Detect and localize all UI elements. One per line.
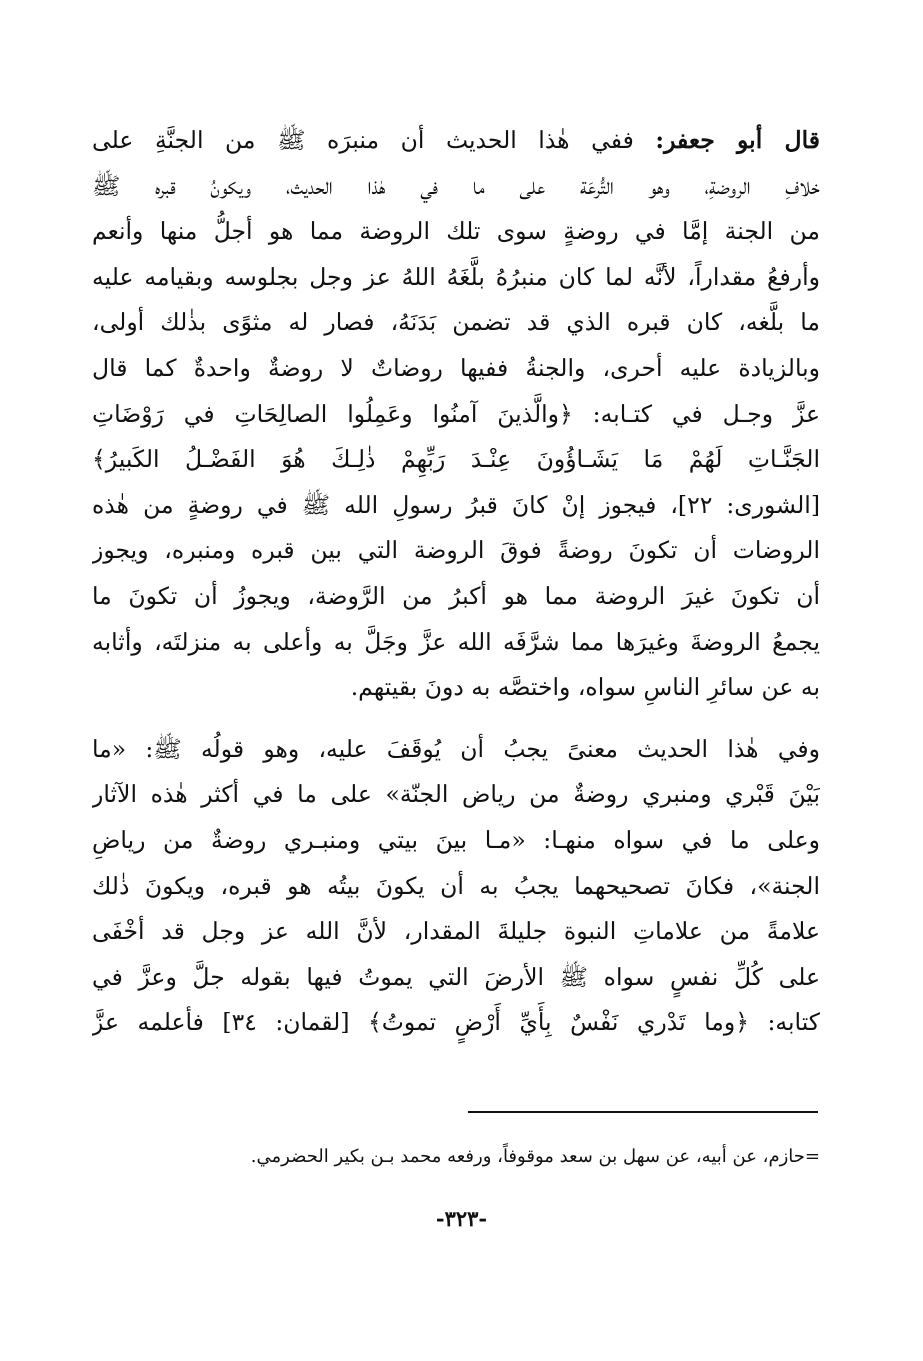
text-line: بَيْنَ قَبْري ومنبري روضةٌ من رياض الجنّة» على ما في أكثر هٰذه الآثار [92, 780, 820, 809]
text-line: وعلى ما في سواه منهـا: «مـا بينَ بيتي ومنبـري روضةٌ من رياضِ [92, 825, 820, 854]
text-line: يجمعُ الروضةَ وغيرَها مما شرَّفَه الله عزَّ وجَلَّ به وأعلى به منزلتَه، وأثابه [92, 627, 820, 656]
text-line: الروضات أن تكونَ روضةً فوقَ الروضة التي بين قبره ومنبره، ويجوز [92, 536, 820, 565]
text-line: ما بلَّغه، كان قبره الذي قد تضمن بَدَنَهُ، فصار له مثوًى بذٰلك أولى، [92, 308, 820, 337]
text-line: وبالزيادة عليه أحرى، والجنةُ ففيها روضاتٌ لا روضةٌ واحدةٌ كما قال [92, 353, 820, 382]
text-line: أن تكونَ غيرَ الروضة مما هو أكبرُ من الرَّوضة، ويجوزُ أن تكونَ ما [92, 581, 820, 610]
text-line: الجَنَّـاتِ لَهُمْ مَا يَشَـاؤُونَ عِنْـدَ رَبِّهِمْ ذٰلِـكَ هُوَ الفَضْـلُ الكَبيرُ﴾ [92, 445, 820, 474]
text-line: عزَّ وجـل في كتـابه: ﴿والَّذينَ آمنُوا وعَمِلُوا الصالِحَاتِ في رَوْضَاتِ [92, 399, 820, 428]
text-line: الجنة»، فكانَ تصحيحهما يجبُ به أن يكونَ بيتُه هو قبره، ويكونَ ذٰلك [92, 871, 820, 900]
text-line [92, 118, 820, 164]
text-line: على كُلِّ نفسٍ سواه ﷺ الأرضَ التي يموتُ فيها بقوله جلَّ وعزَّ في [92, 962, 820, 991]
text-line: خلافِ الروضةِ، وهو التُّرعَة على ما في هٰذا الحديث، ويكونُ قبره ﷺ [92, 171, 820, 200]
text-line-rest: ففي هٰذا الحديث أن منبرَه ﷺ من الجنَّةِ على [92, 126, 634, 154]
paragraph-gap [92, 711, 820, 727]
text-line: [الشورى: ٢٢]، فيجوز إنْ كانَ قبرُ رسولِ الله ﷺ في روضةٍ من هٰذه [92, 490, 820, 519]
text-line: وفي هٰذا الحديث معنىً يجبُ أن يُوقَفَ عليه، وهو قولُه ﷺ: «ما [92, 734, 820, 763]
text-line: من الجنة إمَّا في روضةٍ سوى تلك الروضة مما هو أجلُّ منها وأنعم [92, 217, 820, 246]
text-line: كتابه: ﴿وما تَدْري نَفْسٌ بِأَيِّ أَرْضٍ تموتُ﴾ [لقمان: ٣٤] فأعلمه عزَّ [92, 1008, 820, 1037]
footnote-divider [468, 1111, 818, 1113]
text-line: علامةً من علاماتِ النبوة جليلةَ المقدار، لأنَّ الله عز وجل قد أخْفَى [92, 917, 820, 946]
page-number: -٣٢٣- [435, 1206, 488, 1231]
footnote: =حازم، عن أبيه، عن سهل بن سعد موقوفاً، ورفعه محمد بـن بكير الحضرمي. [250, 1146, 820, 1167]
text-line: وأرفعُ مقداراً، لأنَّه لما كان منبرُهُ بلَّغَهُ اللهُ عز وجل بجلوسه وبقيامه عليه [92, 262, 820, 291]
lead-words: قال أبو جعفر: [655, 126, 820, 154]
text-line: به عن سائرِ الناسِ سواه، واختصَّه به دونَ بقيتهم. [350, 673, 820, 702]
main-text [92, 118, 820, 1046]
